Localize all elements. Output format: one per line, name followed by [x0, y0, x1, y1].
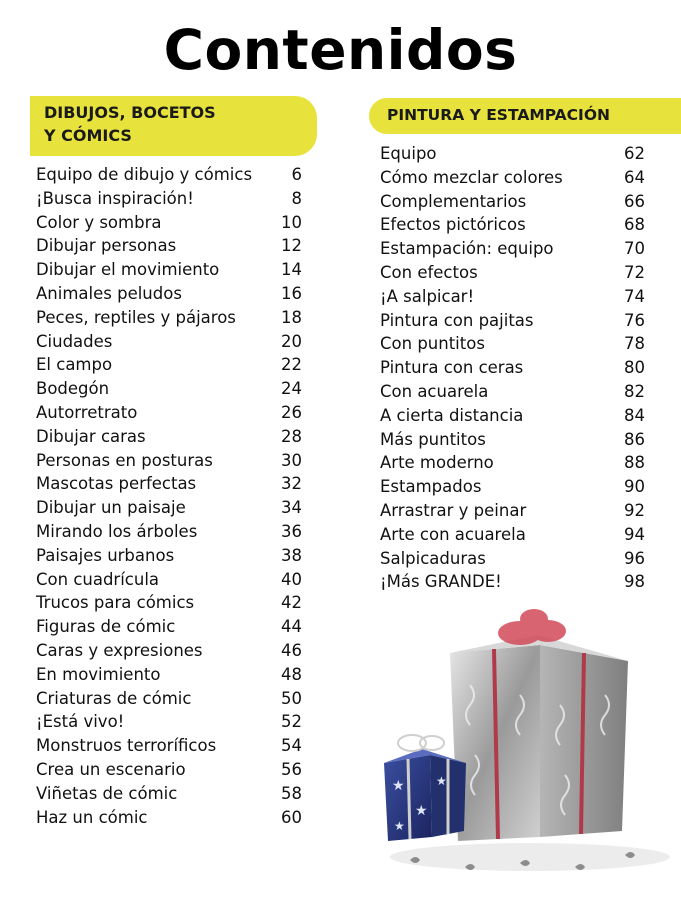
toc-entry-page: 26	[281, 402, 302, 422]
toc-entry-page: 64	[624, 167, 645, 187]
toc-entry-page: 32	[281, 474, 302, 494]
toc-entry-page: 90	[624, 477, 645, 497]
toc-entry	[36, 520, 306, 544]
toc-entry	[36, 258, 306, 282]
toc-entry-page: 60	[281, 807, 302, 827]
toc-entry-page: 86	[624, 429, 645, 449]
toc-entry	[36, 591, 306, 615]
toc-entry-title: Trucos para cómics	[36, 593, 195, 613]
toc-entry	[380, 475, 650, 499]
toc-entry-title: Mascotas perfectas	[36, 474, 197, 494]
toc-entry-title: Animales peludos	[36, 283, 182, 303]
toc-entry-page: 40	[281, 569, 302, 589]
toc-entry-title: Pintura con ceras	[380, 358, 524, 378]
toc-entry-title: Figuras de cómic	[36, 617, 176, 637]
toc-entry-page: 10	[281, 212, 302, 232]
toc-entry-title: Pintura con pajitas	[380, 310, 534, 330]
toc-entry	[36, 282, 306, 306]
toc-entry-page: 12	[281, 236, 302, 256]
toc-entry-page: 88	[624, 453, 645, 473]
toc-entry-title: Arrastrar y peinar	[380, 500, 527, 520]
toc-entry-page: 80	[624, 358, 645, 378]
toc-entry-title: Equipo	[380, 144, 437, 163]
toc-entry	[380, 332, 650, 356]
toc-entry-title: Crea un escenario	[36, 759, 186, 779]
toc-entry	[36, 449, 306, 473]
toc-entry-page: 82	[624, 381, 645, 401]
toc-entry	[36, 401, 306, 425]
toc-entry-title: Criaturas de cómic	[36, 688, 192, 708]
toc-entry-title: Arte con acuarela	[380, 524, 526, 544]
toc-entry-page: 48	[281, 664, 302, 684]
toc-entry-page: 46	[281, 640, 302, 660]
toc-entry-page: 84	[624, 405, 645, 425]
toc-entry	[380, 380, 650, 404]
section-heading-line1: PINTURA Y ESTAMPACIÓN	[387, 106, 610, 124]
toc-entry	[36, 687, 306, 711]
svg-text:★: ★	[415, 803, 428, 819]
toc-entry-title: Dibujar personas	[36, 236, 177, 256]
toc-entry-title: Caras y expresiones	[36, 640, 203, 660]
toc-entry-title: Color y sombra	[36, 212, 162, 232]
toc-entry-title: Con cuadrícula	[36, 569, 160, 589]
toc-entry-title: Personas en posturas	[36, 450, 213, 470]
toc-entry-page: 16	[281, 283, 302, 303]
toc-entry-title: Mirando los árboles	[36, 521, 198, 541]
toc-entry-title: ¡Busca inspiración!	[36, 188, 194, 208]
toc-entry-page: 44	[281, 617, 302, 637]
toc-entry-page: 34	[281, 498, 302, 518]
toc-entry	[36, 472, 306, 496]
toc-entry	[380, 523, 650, 547]
toc-entry	[36, 639, 306, 663]
toc-entry	[36, 710, 306, 734]
toc-list-dibujos	[36, 163, 306, 829]
toc-entry-title: Autorretrato	[36, 402, 138, 422]
toc-entry	[36, 615, 306, 639]
toc-entry-page: 18	[281, 307, 302, 327]
toc-entry-page: 74	[624, 286, 645, 306]
toc-entry-title: Monstruos terroríficos	[36, 736, 217, 756]
toc-entry-title: ¡Más GRANDE!	[380, 572, 502, 592]
toc-entry-page: 24	[281, 379, 302, 399]
svg-text:★: ★	[436, 774, 447, 788]
toc-entry	[380, 404, 650, 428]
toc-entry-page: 58	[281, 783, 302, 803]
toc-entry	[380, 261, 650, 285]
toc-entry	[380, 570, 650, 594]
toc-entry-title: Cómo mezclar colores	[380, 167, 563, 187]
toc-entry	[380, 237, 650, 261]
toc-entry	[380, 190, 650, 214]
toc-entry	[380, 166, 650, 190]
svg-text:★: ★	[392, 778, 405, 794]
toc-entry-page: 68	[624, 215, 645, 235]
toc-entry-page: 36	[281, 521, 302, 541]
toc-entry	[380, 547, 650, 571]
toc-entry-title: Estampación: equipo	[380, 239, 554, 259]
toc-entry-title: Haz un cómic	[36, 807, 148, 827]
toc-entry-page: 98	[624, 572, 645, 592]
toc-entry-title: Viñetas de cómic	[36, 783, 178, 803]
toc-entry-page: 52	[281, 712, 302, 732]
toc-entry-page: 92	[624, 500, 645, 520]
toc-entry	[36, 425, 306, 449]
toc-entry-page: 50	[281, 688, 302, 708]
toc-entry-title: Con efectos	[380, 262, 478, 282]
toc-entry-title: Dibujar un paisaje	[36, 498, 186, 518]
toc-entry-title: Dibujar caras	[36, 426, 146, 446]
toc-entry-page: 78	[624, 334, 645, 354]
toc-entry-title: Peces, reptiles y pájaros	[36, 307, 236, 327]
toc-entry	[36, 377, 306, 401]
toc-entry-title: ¡Está vivo!	[36, 712, 125, 732]
toc-entry-page: 8	[291, 188, 302, 208]
toc-entry-title: Paisajes urbanos	[36, 545, 175, 565]
toc-list-pintura	[380, 142, 650, 594]
toc-entry	[36, 663, 306, 687]
toc-entry	[380, 309, 650, 333]
toc-entry-title: Equipo de dibujo y cómics	[36, 165, 253, 184]
toc-entry-title: Dibujar el movimiento	[36, 260, 220, 280]
toc-entry-page: 62	[624, 144, 645, 163]
toc-entry-page: 42	[281, 593, 302, 613]
toc-entry-page: 38	[281, 545, 302, 565]
toc-entry-title: Efectos pictóricos	[380, 215, 526, 235]
toc-entry-title: ¡A salpicar!	[380, 286, 475, 306]
svg-text:★: ★	[394, 819, 405, 833]
toc-entry-page: 28	[281, 426, 302, 446]
toc-entry-page: 54	[281, 736, 302, 756]
gift-boxes-icon	[370, 605, 670, 880]
toc-entry	[36, 782, 306, 806]
toc-entry-title: Ciudades	[36, 331, 113, 351]
toc-entry	[36, 758, 306, 782]
toc-entry-page: 56	[281, 759, 302, 779]
toc-entry-title: Salpicaduras	[380, 548, 486, 568]
toc-entry-page: 72	[624, 262, 645, 282]
toc-entry	[36, 568, 306, 592]
toc-entry-title: A cierta distancia	[380, 405, 524, 425]
toc-entry	[380, 142, 650, 166]
toc-entry-page: 14	[281, 260, 302, 280]
toc-entry-title: Con acuarela	[380, 381, 489, 401]
section-heading-dibujos	[30, 96, 317, 156]
section-heading-pintura	[369, 98, 681, 134]
toc-entry-title: Arte moderno	[380, 453, 494, 473]
toc-entry-page: 76	[624, 310, 645, 330]
toc-entry-page: 66	[624, 191, 645, 211]
page-title: Contenidos	[163, 18, 518, 82]
toc-entry	[36, 234, 306, 258]
toc-entry	[36, 330, 306, 354]
toc-entry-title: Estampados	[380, 477, 482, 497]
toc-entry-title: Complementarios	[380, 191, 527, 211]
section-heading-line1: DIBUJOS, BOCETOS	[44, 103, 216, 122]
toc-entry	[36, 163, 306, 187]
toc-entry	[36, 211, 306, 235]
toc-entry-title: El campo	[36, 355, 113, 375]
toc-entry-page: 94	[624, 524, 645, 544]
toc-entry	[380, 451, 650, 475]
toc-entry-title: Más puntitos	[380, 429, 486, 449]
toc-entry	[36, 496, 306, 520]
toc-entry	[36, 306, 306, 330]
toc-entry	[380, 285, 650, 309]
toc-entry-page: 22	[281, 355, 302, 375]
toc-entry	[380, 499, 650, 523]
toc-entry	[36, 187, 306, 211]
toc-entry	[36, 734, 306, 758]
toc-entry-title: En movimiento	[36, 664, 161, 684]
toc-entry-page: 20	[281, 331, 302, 351]
toc-entry-page: 70	[624, 239, 645, 259]
section-heading-line2: Y CÓMICS	[44, 126, 132, 145]
toc-entry	[380, 428, 650, 452]
toc-entry	[36, 806, 306, 830]
toc-entry	[380, 356, 650, 380]
toc-entry-page: 30	[281, 450, 302, 470]
toc-entry	[36, 544, 306, 568]
toc-entry-title: Con puntitos	[380, 334, 485, 354]
toc-entry	[380, 213, 650, 237]
toc-entry-title: Bodegón	[36, 379, 110, 399]
toc-entry	[36, 353, 306, 377]
toc-entry-page: 6	[291, 165, 302, 184]
toc-entry-page: 96	[624, 548, 645, 568]
